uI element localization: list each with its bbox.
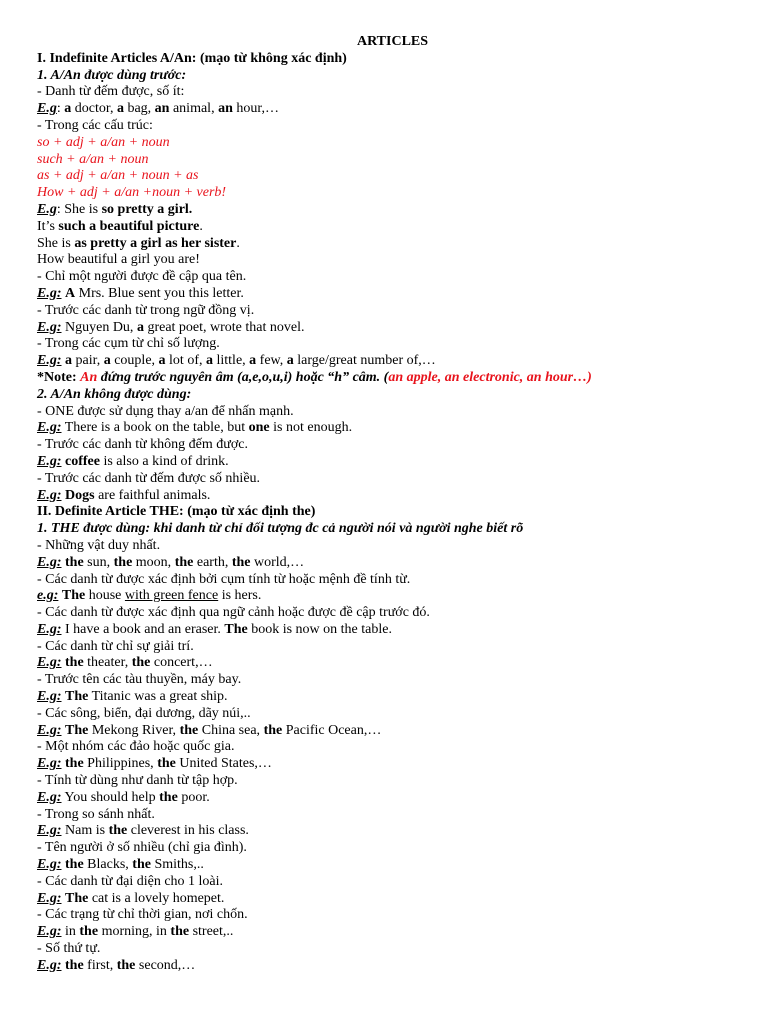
text-segment: e.g: <box>37 588 59 604</box>
text-segment: - Các sông, biển, đại dương, dãy núi,.. <box>37 705 251 721</box>
text-segment: the <box>65 554 84 570</box>
text-segment: - Trước tên các tàu thuyền, máy bay. <box>37 672 242 688</box>
text-segment: a <box>206 353 213 369</box>
text-line <box>37 521 748 538</box>
text-segment: concert,… <box>150 655 213 671</box>
text-segment: bag, <box>123 101 155 117</box>
text-segment: E.g: <box>37 823 62 839</box>
text-segment: in <box>61 924 80 940</box>
text-segment: E.g: <box>37 957 62 973</box>
text-segment: such a beautiful picture <box>58 218 200 234</box>
text-line <box>37 605 748 622</box>
text-segment: - Trước các danh từ đếm được số nhiều. <box>37 470 261 486</box>
text-segment: an <box>218 101 233 117</box>
text-line <box>37 202 748 219</box>
text-segment: E.g: <box>37 789 62 805</box>
text-segment: - Trước các danh từ trong ngữ đồng vị. <box>37 302 255 318</box>
text-segment: The <box>224 621 248 637</box>
text-segment: theater, <box>83 655 132 671</box>
text-line <box>37 437 748 454</box>
text-segment: as + adj + a/an + noun + as <box>37 168 199 184</box>
text-segment: large/great number of,… <box>293 353 436 369</box>
text-segment: E.g <box>37 101 57 117</box>
text-segment: book is now on the table. <box>247 621 392 637</box>
text-segment: - Trước các danh từ không đếm được. <box>37 437 248 453</box>
text-line <box>37 639 748 656</box>
text-segment: I have a book and an eraser. <box>61 621 225 637</box>
text-line <box>37 891 748 908</box>
text-segment: *Note: <box>37 369 81 385</box>
text-segment: E.g: <box>37 756 62 772</box>
text-line <box>37 286 748 303</box>
text-line <box>37 958 748 975</box>
text-line <box>37 924 748 941</box>
text-segment: E.g: <box>37 285 62 301</box>
text-segment: - Trong các cụm từ chỉ số lượng. <box>37 336 220 352</box>
text-segment: The <box>65 689 89 705</box>
text-segment: is hers. <box>218 588 262 604</box>
text-segment: - Các danh từ chỉ sự giải trí. <box>37 638 194 654</box>
text-segment: the <box>170 924 190 940</box>
text-line <box>37 252 748 269</box>
text-line <box>37 118 748 135</box>
text-line <box>37 807 748 824</box>
text-line <box>37 219 748 236</box>
text-segment: E.g: <box>37 857 62 873</box>
text-line <box>37 874 748 891</box>
text-line <box>37 488 748 505</box>
text-segment: - Số thứ tự. <box>37 941 101 957</box>
text-segment: second,… <box>135 957 196 973</box>
text-segment: The <box>65 722 89 738</box>
text-segment: couple, <box>110 353 159 369</box>
text-segment: so pretty a girl. <box>101 201 193 217</box>
text-segment: a <box>158 353 166 369</box>
text-segment: Mekong River, <box>88 722 180 738</box>
text-segment: - Những vật duy nhất. <box>37 537 161 553</box>
text-segment: You should help <box>61 789 160 805</box>
text-segment: I. Indefinite Articles A/An: (mạo từ không xác định) <box>37 50 347 66</box>
text-line <box>37 420 748 437</box>
text-segment: - Các danh từ đại diện cho 1 loài. <box>37 873 224 889</box>
text-segment: - Các trạng từ chỉ thời gian, nơi chốn. <box>37 907 248 923</box>
text-line <box>37 672 748 689</box>
text-segment: great poet, wrote that novel. <box>143 319 305 335</box>
text-segment: There is a book on the table, but <box>61 420 249 436</box>
text-segment: Pacific Ocean,… <box>282 722 382 738</box>
text-segment: E.g: <box>37 621 62 637</box>
text-segment: It’s <box>37 218 59 234</box>
text-segment: the <box>131 655 151 671</box>
text-segment: so + adj + a/an + noun <box>37 134 170 150</box>
text-segment: How + adj + a/an +noun + verb! <box>37 185 227 201</box>
text-segment: the <box>65 857 84 873</box>
text-line <box>37 84 748 101</box>
text-segment: II. Definite Article THE: (mạo từ xác định the) <box>37 504 316 520</box>
text-line <box>37 152 748 169</box>
text-segment: the <box>79 924 99 940</box>
text-line <box>37 538 748 555</box>
text-segment: Mrs. Blue sent you this letter. <box>75 285 244 301</box>
text-line <box>37 471 748 488</box>
text-segment: - Chỉ một người được đề cập qua tên. <box>37 269 247 285</box>
text-segment: Nguyen Du, <box>61 319 137 335</box>
text-line <box>37 236 748 253</box>
text-line <box>37 404 748 421</box>
text-segment: coffee <box>65 453 100 469</box>
text-segment: : <box>56 101 65 117</box>
text-segment: E.g: <box>37 554 62 570</box>
text-line <box>37 790 748 807</box>
text-line <box>37 135 748 152</box>
text-segment: - Các danh từ được xác định bởi cụm tính từ hoặc mệnh đề tính từ. <box>37 571 411 587</box>
text-segment: Dogs <box>65 487 95 503</box>
text-line <box>37 588 748 605</box>
text-segment: little, <box>213 353 250 369</box>
text-segment: the <box>65 756 84 772</box>
text-segment: a <box>286 353 294 369</box>
text-line <box>37 336 748 353</box>
text-segment: An <box>80 369 98 385</box>
text-line <box>37 907 748 924</box>
text-segment: - Tên người ở số nhiều (chỉ gia đình). <box>37 840 247 856</box>
text-segment: poor. <box>177 789 210 805</box>
text-segment: Smiths,.. <box>150 857 204 873</box>
text-line <box>37 840 748 857</box>
text-line <box>37 504 748 521</box>
text-segment: moon, <box>132 554 175 570</box>
text-segment: the <box>231 554 251 570</box>
text-line <box>37 370 748 387</box>
text-segment: a <box>136 319 144 335</box>
text-line <box>37 622 748 639</box>
text-segment: E.g: <box>37 319 62 335</box>
text-line <box>37 51 748 68</box>
text-segment: cleverest in his class. <box>127 823 249 839</box>
text-segment: Philippines, <box>83 756 158 772</box>
text-segment: - Trong các cấu trúc: <box>37 117 153 133</box>
text-line <box>37 857 748 874</box>
text-line <box>37 723 748 740</box>
text-segment: is not enough. <box>269 420 353 436</box>
text-segment: the <box>108 823 128 839</box>
text-line <box>37 303 748 320</box>
text-segment: . <box>236 235 240 251</box>
text-segment: - Một nhóm các đảo hoặc quốc gia. <box>37 739 235 755</box>
text-segment: earth, <box>193 554 232 570</box>
text-segment: . <box>199 218 203 234</box>
text-segment: hour,… <box>232 101 279 117</box>
text-segment: United States,… <box>175 756 272 772</box>
text-segment: - Trong so sánh nhất. <box>37 806 155 822</box>
text-segment: How beautiful a girl you are! <box>37 252 200 268</box>
text-segment: - Các danh từ được xác định qua ngữ cảnh hoặc được đề cập trước đó. <box>37 605 430 621</box>
text-segment: an <box>154 101 170 117</box>
text-segment: - ONE được sử dụng thay a/an để nhấn mạnh. <box>37 403 294 419</box>
text-segment: first, <box>83 957 117 973</box>
text-line <box>37 739 748 756</box>
text-segment: Blacks, <box>83 857 133 873</box>
text-segment: as pretty a girl as her sister <box>74 235 237 251</box>
text-line <box>37 655 748 672</box>
text-segment: E.g: <box>37 353 62 369</box>
text-segment: E.g: <box>37 924 62 940</box>
text-segment: world,… <box>250 554 305 570</box>
text-segment: doctor, <box>71 101 117 117</box>
text-segment: is also a kind of drink. <box>99 453 229 469</box>
text-segment: A <box>65 285 76 301</box>
text-segment: house <box>85 588 125 604</box>
text-segment: 2. A/An không được dùng: <box>37 386 192 402</box>
text-segment: - Danh từ đếm được, số ít: <box>37 84 185 100</box>
document-title: ARTICLES <box>356 34 429 49</box>
text-segment: lot of, <box>165 353 206 369</box>
text-line <box>37 185 748 202</box>
text-segment: 1. A/An được dùng trước: <box>37 67 187 83</box>
text-segment: the <box>65 957 84 973</box>
text-segment: E.g: <box>37 453 62 469</box>
text-segment: a <box>116 101 124 117</box>
text-line <box>37 689 748 706</box>
text-line <box>37 68 748 85</box>
text-line <box>37 387 748 404</box>
text-segment: Nam is <box>61 823 109 839</box>
text-segment: E.g: <box>37 722 62 738</box>
text-segment: the <box>116 957 136 973</box>
text-line <box>37 320 748 337</box>
text-line <box>37 353 748 370</box>
text-segment: the <box>65 655 84 671</box>
text-segment: a <box>103 353 111 369</box>
text-segment: đứng trước nguyên âm (a,e,o,u,i) hoặc “h” câm. ( <box>97 369 389 385</box>
text-segment: the <box>157 756 176 772</box>
text-segment: such + a/an + noun <box>37 151 149 167</box>
text-line <box>37 572 748 589</box>
text-segment: the <box>132 857 151 873</box>
text-segment: sun, <box>83 554 114 570</box>
text-segment: E.g: <box>37 655 62 671</box>
text-segment: the <box>179 722 199 738</box>
text-segment: an apple, an electronic, an hour…) <box>388 369 592 385</box>
text-segment: a <box>64 101 72 117</box>
text-segment: The <box>61 588 86 604</box>
text-line <box>37 168 748 185</box>
text-segment: E.g: <box>37 689 62 705</box>
text-line <box>37 706 748 723</box>
text-segment: animal, <box>169 101 219 117</box>
text-segment: few, <box>256 353 287 369</box>
text-segment: E.g <box>37 201 57 217</box>
text-segment: 1. THE được dùng: khi danh từ chỉ đối tượng đc cả người nói và người nghe biết rõ <box>37 521 524 537</box>
text-line <box>37 101 748 118</box>
text-segment: a <box>65 353 72 369</box>
text-segment: Titanic was a great ship. <box>88 689 228 705</box>
text-segment: are faithful animals. <box>94 487 211 503</box>
text-line <box>37 454 748 471</box>
text-segment: the <box>174 554 194 570</box>
text-segment: morning, in <box>98 924 171 940</box>
text-line <box>37 773 748 790</box>
text-segment: the <box>113 554 133 570</box>
text-segment: pair, <box>72 353 104 369</box>
text-line <box>37 555 748 572</box>
document-body <box>37 51 748 975</box>
text-segment: China sea, <box>198 722 264 738</box>
text-line <box>37 823 748 840</box>
text-segment: street,.. <box>189 924 234 940</box>
text-segment: a <box>249 353 257 369</box>
text-segment: the <box>263 722 283 738</box>
text-segment: : She is <box>56 201 102 217</box>
text-segment: The <box>65 890 89 906</box>
text-line <box>37 756 748 773</box>
text-segment: the <box>159 789 178 805</box>
text-segment: E.g: <box>37 890 62 906</box>
text-line <box>37 269 748 286</box>
text-segment: cat is a lovely homepet. <box>88 890 225 906</box>
text-segment: with green fence <box>124 588 219 604</box>
text-segment: - Tính từ dùng như danh từ tập hợp. <box>37 773 238 789</box>
text-segment: E.g: <box>37 420 62 436</box>
text-segment: E.g: <box>37 487 62 503</box>
text-segment: one <box>248 420 270 436</box>
text-segment: She is <box>37 235 75 251</box>
text-line <box>37 941 748 958</box>
